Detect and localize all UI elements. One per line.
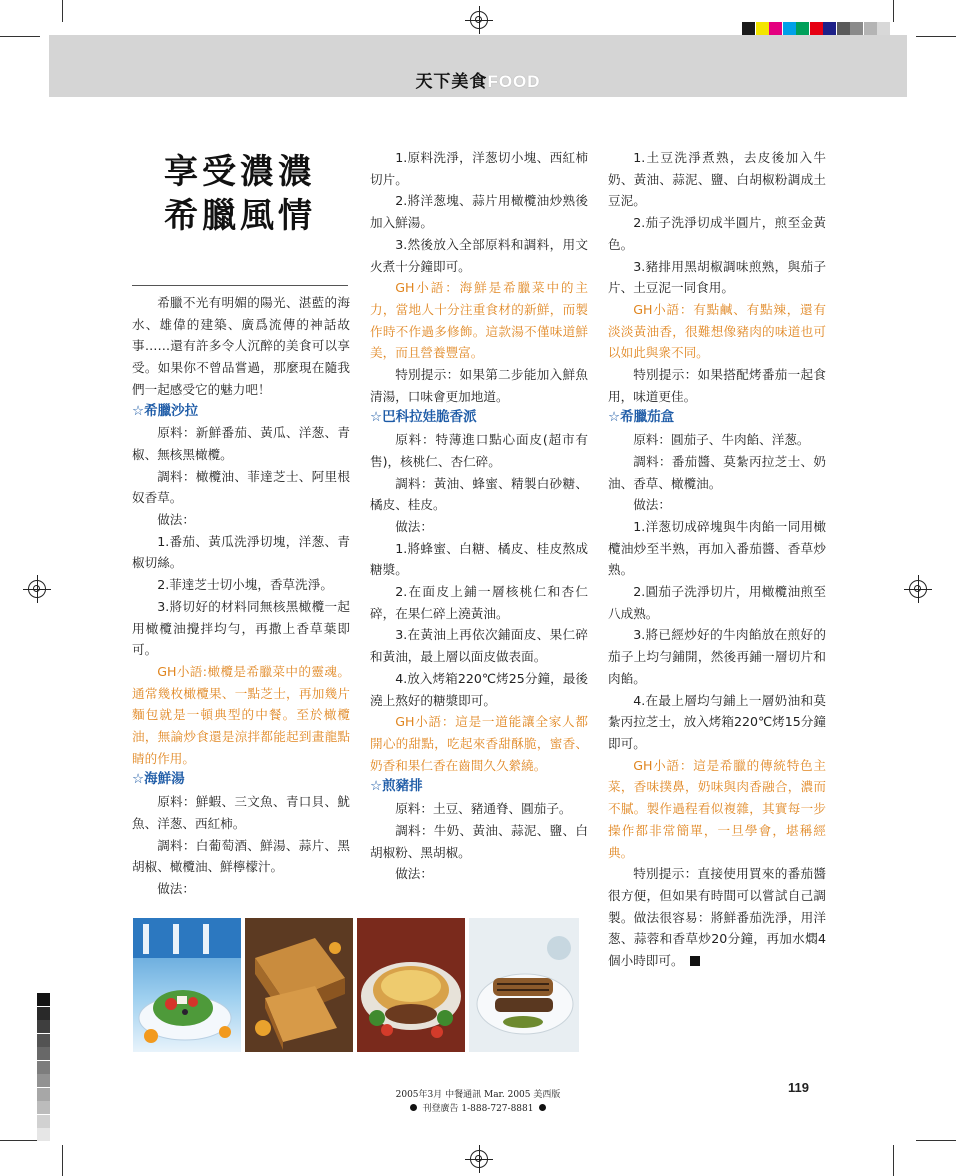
body-paragraph: 1.番茄、黃瓜洗淨切塊，洋葱、青椒切絲。 (132, 533, 350, 571)
article-title (130, 150, 350, 238)
gray-swatch (37, 1007, 50, 1020)
footer-advertising-text: 刊登廣告 1-888-727-8881 (422, 1104, 534, 1114)
body-paragraph: 1.原料洗淨，洋葱切小塊、西紅柿切片。 (370, 150, 588, 187)
body-paragraph: 調料：番茄醬、莫紮丙拉芝士、奶油、香草、橄欖油。 (608, 453, 826, 491)
body-paragraph: 3.將已經炒好的牛肉餡放在煎好的茄子上均勻鋪開，然後再鋪一層切片和肉餡。 (608, 627, 826, 686)
body-paragraph: 3.將切好的材料同無核黑橄欖一起用橄欖油攪拌均勻，再撒上香草葉即可。 (132, 598, 350, 658)
registration-mark-icon (470, 11, 488, 29)
recipe-heading: ☆海鮮湯 (132, 771, 185, 788)
body-paragraph: 3.豬排用黑胡椒調味煎熟，與茄子片、土豆泥一同食用。 (608, 258, 826, 296)
crop-mark (62, 0, 63, 22)
greek-salad-photo (133, 918, 241, 1052)
color-swatch (837, 22, 850, 35)
body-paragraph: 4.放入烤箱220℃烤25分鐘，最後澆上熬好的糖漿即可。 (370, 670, 588, 708)
footer-publication: 2005年3月 中餐通訊 Mar. 2005 美西版 (395, 1090, 561, 1100)
body-paragraph: 4.在最上層均勻鋪上一層奶油和莫紮丙拉芝士，放入烤箱220℃烤15分鐘即可。 (608, 692, 826, 751)
recipe-heading: ☆煎豬排 (370, 778, 423, 795)
page-footer (380, 1088, 576, 1116)
body-paragraph: 特別提示：直接使用買來的番茄醬很方便，但如果有時間可以嘗試自己調製。做法很容易：將鮮番茄洗淨，用洋葱、蒜蓉和香草炒20分鐘，再加水燜4個小時即可。 (608, 866, 826, 969)
end-mark-icon (690, 956, 700, 966)
body-paragraph: 原料：鮮蝦、三文魚、青口貝、魷魚、洋葱、西紅柿。 (132, 794, 350, 831)
body-paragraph: 做法： (633, 497, 671, 513)
gray-swatch (37, 1020, 50, 1033)
body-paragraph: 調料：牛奶、黃油、蒜泥、鹽、白胡椒粉、黑胡椒。 (370, 822, 588, 860)
greek-eggplant-photo (469, 918, 579, 1052)
color-swatch (756, 22, 769, 35)
bullet-icon (539, 1104, 546, 1111)
gray-swatch (37, 1101, 50, 1114)
gh-tip-paragraph: GH小語：這是希臘的傳統特色主菜，香味撲鼻，奶味與肉香融合，濃而不膩。製作過程看似複雜，其實每一步操作都非常簡單，一旦學會，堪稱經典。 (608, 757, 826, 860)
gray-swatch (37, 1088, 50, 1101)
body-paragraph: 做法： (395, 866, 433, 882)
gray-swatch (37, 1128, 50, 1141)
crop-mark (893, 0, 894, 22)
body-paragraph: 做法： (157, 512, 195, 528)
body-paragraph: 希臘不光有明媚的陽光、湛藍的海水、雄偉的建築、廣爲流傳的神話故事……還有許多令人沉醉的美食可以享受。如果你不曾品嘗過，那麼現在隨我們一起感受它的魅力吧！ (132, 295, 350, 397)
gray-swatch (37, 1061, 50, 1074)
bullet-icon (410, 1104, 417, 1111)
body-paragraph: 原料：特薄進口點心面皮(超市有售)，核桃仁、杏仁碎。 (370, 432, 588, 469)
crop-mark (0, 36, 40, 37)
body-paragraph: 原料：新鮮番茄、黃瓜、洋葱、青椒、無核黑橄欖。 (132, 425, 350, 462)
gray-swatch (37, 993, 50, 1006)
gh-tip-paragraph: GH小語：有點鹹、有點辣，還有淡淡黃油香，很難想像豬肉的味道也可以如此與衆不同。 (608, 301, 826, 361)
body-paragraph: 做法： (395, 518, 433, 534)
crop-mark (916, 1140, 956, 1141)
color-swatch (850, 22, 863, 35)
body-paragraph: 2.將洋葱塊、蒜片用橄欖油炒熟後加入鮮湯。 (370, 193, 588, 231)
body-paragraph: 1.土豆洗淨煮熟，去皮後加入牛奶、黃油、蒜泥、鹽、白胡椒粉調成土豆泥。 (608, 150, 826, 209)
pork-chop-photo (357, 918, 465, 1052)
body-paragraph: 2.茄子洗淨切成半圓片，煎至金黃色。 (608, 215, 826, 252)
body-paragraph: 2.圓茄子洗淨切片，用橄欖油煎至八成熟。 (608, 584, 826, 621)
body-paragraph: 3.然後放入全部原料和調料，用文火煮十分鐘即可。 (370, 236, 588, 274)
recipe-heading: ☆希臘沙拉 (132, 402, 199, 419)
body-paragraph: 原料：土豆、豬通脊、圓茄子。 (395, 801, 572, 817)
body-paragraph: 2.在面皮上鋪一層核桃仁和杏仁碎，在果仁碎上澆黃油。 (370, 584, 588, 621)
color-swatch (864, 22, 877, 35)
color-swatch (783, 22, 796, 35)
crop-mark (0, 1140, 40, 1141)
body-paragraph: 1.洋葱切成碎塊與牛肉餡一同用橄欖油炒至半熟，再加入番茄醬、香草炒熟。 (608, 518, 826, 578)
baklava-photo (245, 918, 353, 1052)
text-column-3 (608, 147, 826, 972)
article-title-line: 享受濃濃 (164, 152, 316, 192)
crop-mark (916, 36, 956, 37)
gh-tip-paragraph: GH小語：這是一道能讓全家人都開心的甜點，吃起來香甜酥脆，蜜香、奶香和果仁香在齒間久久縈繞。 (370, 714, 588, 773)
recipe-heading: ☆希臘茄盒 (608, 409, 675, 426)
gh-tip-paragraph: GH小語:橄欖是希臘菜中的靈魂。通常幾枚橄欖果、一點芝士，再加幾片麵包就是一頓典型的中餐。至於橄欖油，無論炒食還是涼拌都能起到畫龍點睛的作用。 (132, 663, 350, 766)
color-swatch (823, 22, 836, 35)
color-swatch (742, 22, 755, 35)
registration-mark-icon (470, 1150, 488, 1168)
body-paragraph: 2.菲達芝士切小塊，香草洗淨。 (157, 577, 333, 593)
title-divider (132, 285, 348, 286)
body-paragraph: 做法： (157, 880, 195, 896)
section-header (49, 35, 907, 97)
text-column-2 (370, 147, 588, 885)
body-paragraph: 調料：黃油、蜂蜜、精製白砂糖、橘皮、桂皮。 (370, 475, 588, 513)
gray-swatch (37, 1115, 50, 1128)
registration-mark-icon (28, 580, 46, 598)
body-paragraph: 調料：白葡萄酒、鮮湯、蒜片、黑胡椒、橄欖油、鮮檸檬汁。 (132, 837, 350, 875)
footer-advertising (380, 1102, 576, 1116)
body-paragraph: 調料：橄欖油、菲達芝士、阿里根奴香草。 (132, 468, 350, 506)
crop-mark (893, 1145, 894, 1176)
recipe-heading: ☆巴科拉娃脆香派 (370, 409, 477, 426)
section-title-en: FOOD (487, 72, 541, 91)
body-paragraph: 特別提示：如果第二步能加入鮮魚清湯，口味會更加地道。 (370, 367, 588, 404)
body-paragraph: 1.將蜂蜜、白糖、橘皮、桂皮熬成糖漿。 (370, 540, 588, 578)
color-swatch (769, 22, 782, 35)
gray-swatch (37, 1034, 50, 1047)
registration-mark-icon (909, 580, 927, 598)
article-title-line: 希臘風情 (164, 196, 316, 236)
text-column-1 (132, 292, 350, 900)
gray-swatch (37, 1047, 50, 1060)
gray-swatch (37, 1074, 50, 1087)
page-number: 119 (788, 1080, 809, 1095)
color-swatch (810, 22, 823, 35)
section-title-zh: 天下美食 (415, 72, 488, 92)
color-swatch (796, 22, 809, 35)
body-paragraph: 原料：圓茄子、牛肉餡、洋葱。 (633, 432, 810, 448)
gh-tip-paragraph: GH小語：海鮮是希臘菜中的主力，當地人十分注重食材的新鮮，而製作時不作過多修飾。這款湯不僅味道鮮美，而且營養豐富。 (370, 280, 588, 361)
body-paragraph: 特別提示：如果搭配烤番茄一起食用，味道更佳。 (608, 367, 826, 404)
color-swatch (877, 22, 890, 35)
section-title (49, 67, 907, 92)
crop-mark (62, 1145, 63, 1176)
body-paragraph: 3.在黃油上再依次鋪面皮、果仁碎和黃油，最上層以面皮做表面。 (370, 627, 588, 665)
